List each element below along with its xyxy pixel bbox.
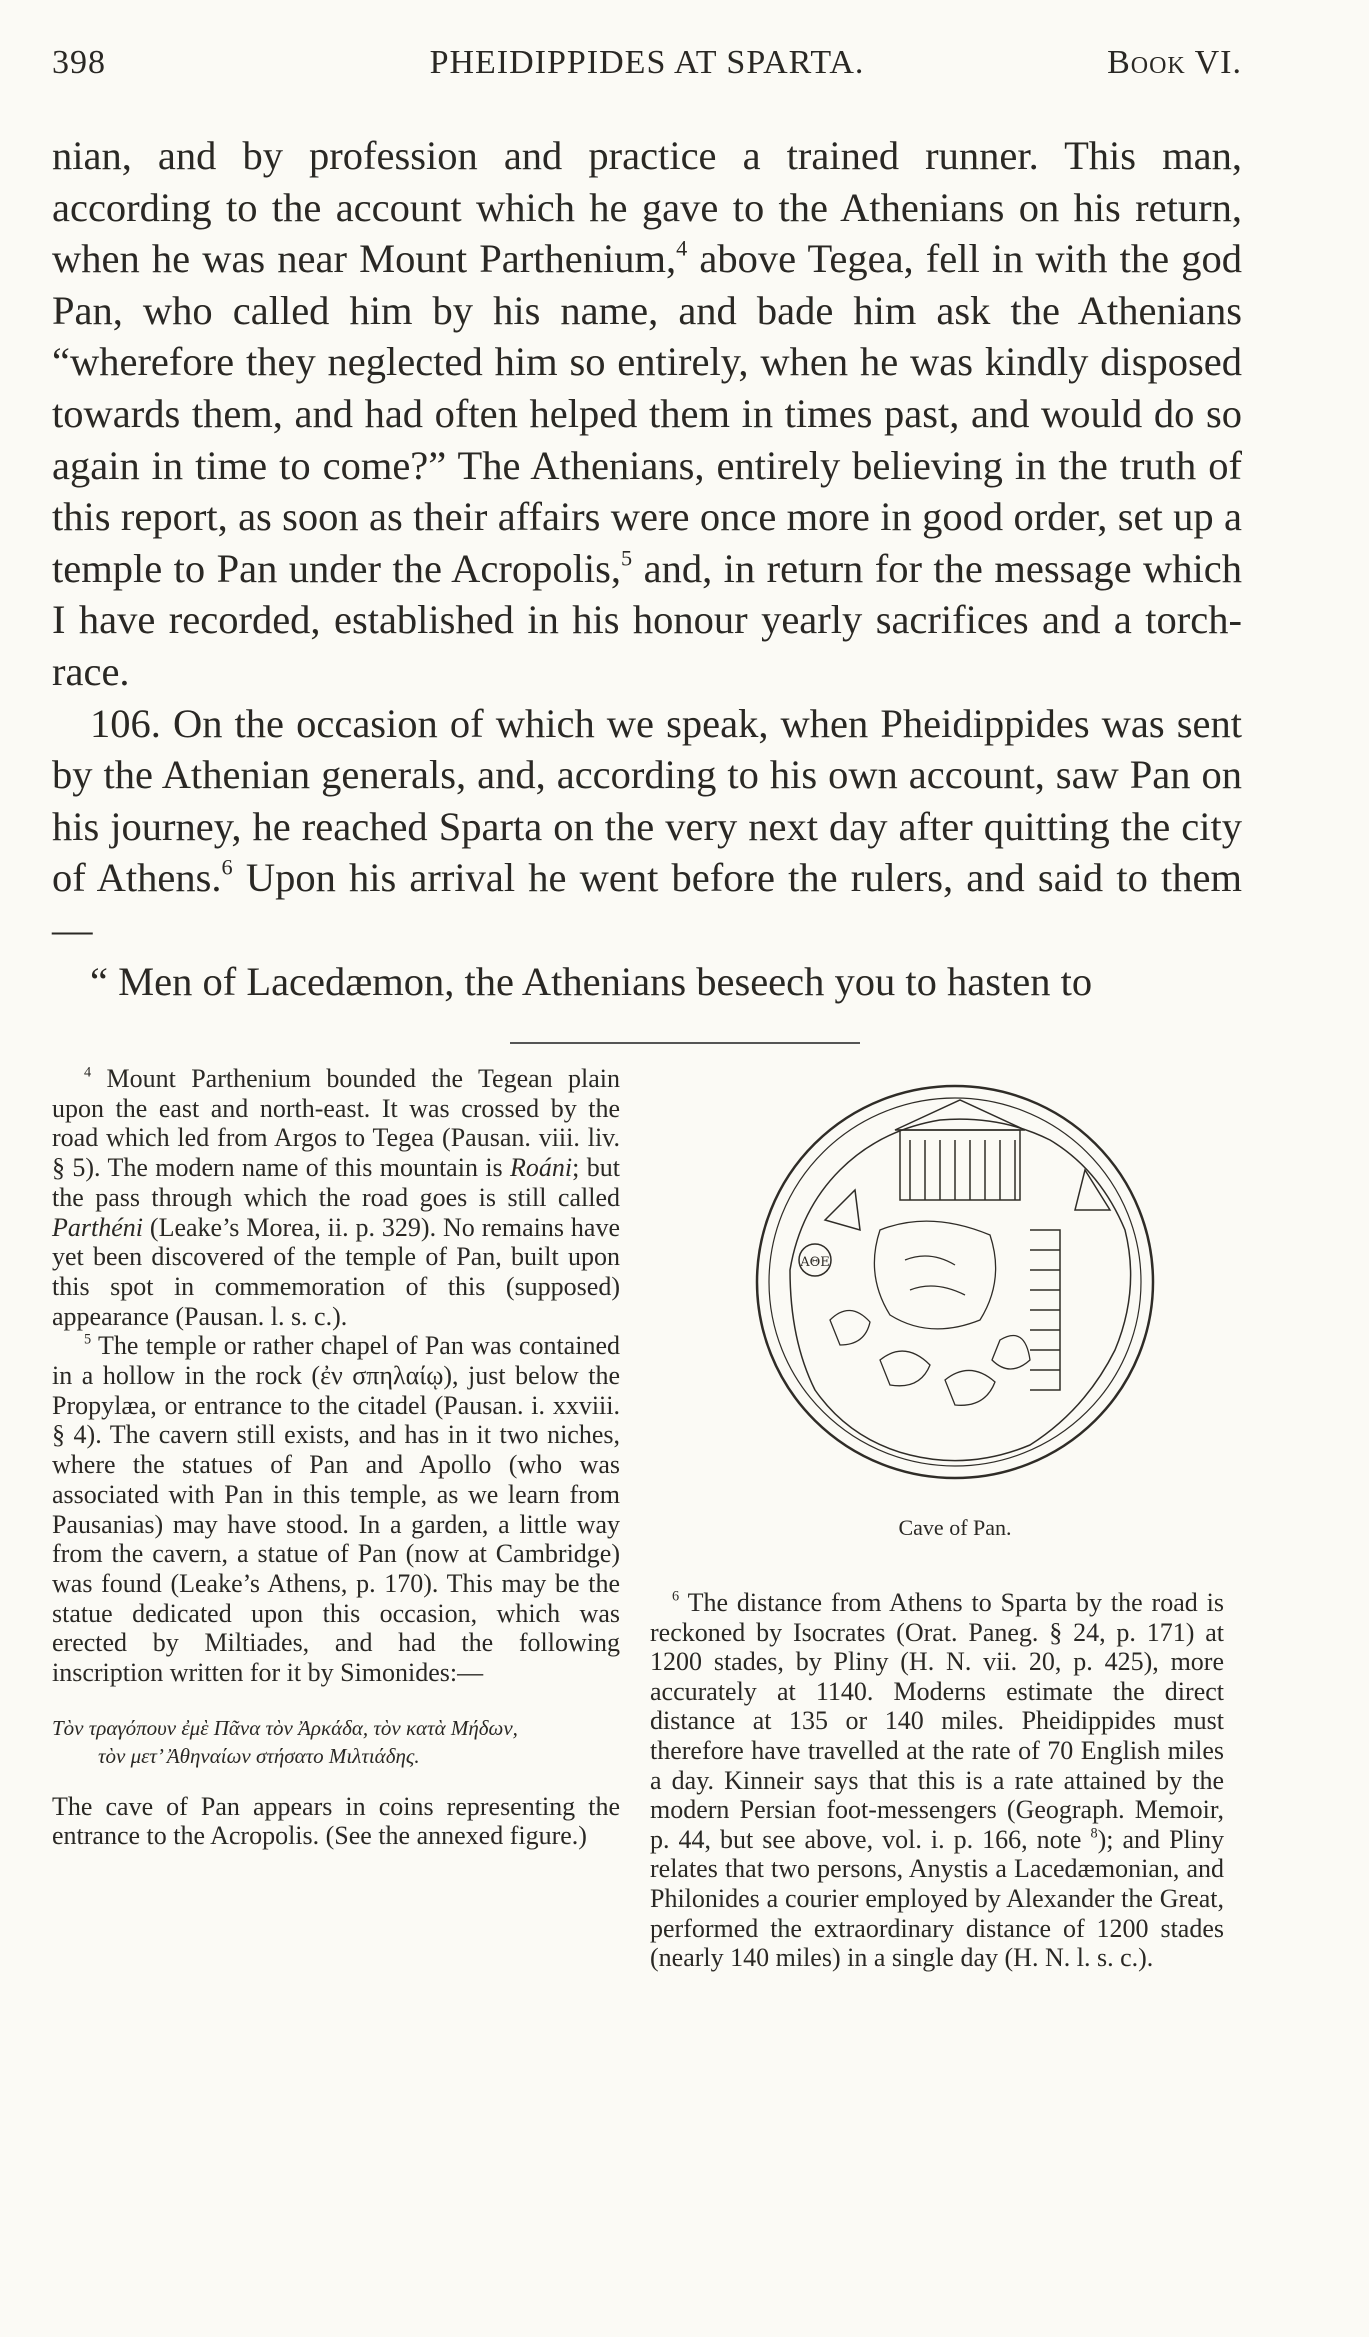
footnote-6: $^6$ The distance from Athens to Sparta by the road is reckoned by Isocrates (Orat. Paneg. § 24, p. 171) at 1200 stades, by Pliny (H. N. vii. 20, p. 425), more accurately at 1140. Moderns estimate the direct distance at 135 or 140 miles. Pheidippides must therefore have travelled at the rate of 70 English miles a day. Kinneir says that this is a rate attained by the modern Persian foot-messengers (Geograph. Memoir, p. 44, but see above, vol. i. p. 166, note $^8$); and Pliny relates that two persons, Anystis a Lacedæmonian, and Philonides a courier employed by Alexander the Great, performed the extraordinary distance of 1200 stades (nearly 140 miles) in a single day (H. N. l. s. c.). xyxy=(650,1588,1224,1973)
greek-line-2: τὸν μετ’ Ἀθηναίων στήσατο Μιλτιάδης. xyxy=(98,1743,420,1768)
running-title: PHEIDIPPIDES AT SPARTA. xyxy=(429,44,865,81)
greek-inscription xyxy=(52,1714,620,1770)
cave-of-pan-coin-figure xyxy=(730,1060,1180,1510)
figure-caption: Cave of Pan. xyxy=(898,1515,1012,1540)
footnote-ref-5: 5 xyxy=(621,545,633,571)
footnotes-right-column xyxy=(650,1588,1224,1973)
footnote-ref-4: 4 xyxy=(676,235,688,261)
paragraph-speech: “ Men of Lacedæmon, the Athenians beseech you to hasten to xyxy=(90,958,1093,1004)
footnote-4: $^4$ Mount Parthenium bounded the Tegean plain upon the east and north-east. It was crossed by the road which led from Argos to Tegea (Pausan. viii. liv. § 5). The modern name of this mountain is Roáni; but the pass through which the road goes is still called Parthéni (Leake’s Morea, ii. p. 329). No remains have yet been discovered of the temple of Pan, built upon this spot in commemoration of this (supposed) appearance (Pausan. l. s. c.). xyxy=(52,1064,620,1331)
pan-cave-opening xyxy=(874,1221,995,1329)
footnote-ref-6: 6 xyxy=(221,854,233,880)
left-monument xyxy=(825,1190,860,1230)
page-header xyxy=(52,44,1242,94)
footnote-5: $^5$ The temple or rather chapel of Pan was contained in a hollow in the rock (ἐν σπηλαίῳ), just below the Propylæa, or entrance to the citadel (Pausan. i. xxviii. § 4). The cavern still exists, and has in it two niches, where the statues of Pan and Apollo (who was associated with Pan in this temple, as we learn from Pausanias) may have stood. In a garden, a little way from the cavern, a statue of Pan (now at Cambridge) was found (Leake’s Athens, p. 170). This may be the statue dedicated upon this occasion, which was erected by Miltiades, and had the following inscription written for it by Simonides:— xyxy=(52,1331,620,1688)
footnote-divider xyxy=(510,1042,860,1044)
footnote-5-continued: The cave of Pan appears in coins representing the entrance to the Acropolis. (See the annexed figure.) xyxy=(52,1791,620,1851)
coin-inscription: ΑΘΕ xyxy=(800,1255,830,1270)
paragraph-1: nian, and by profession and practice a trained runner. This man, according to the account which he gave to the Athenians on his return, when he was near Mount Parthenium,$^4$ above Tegea, fell in with the god Pan, who called him by his name, and bade him ask the Athenians “wherefore they neglected him so entirely, when he was kindly disposed towards them, and had often helped them in times past, and would do so again in time to come?” The Athenians, entirely believing in the truth of this report, as soon as their affairs were once more in good order, set up a temple to Pan under the Acropolis,$^5$ and, in return for the message which I have recorded, established in his honour yearly sacrifices and a torch-race. xyxy=(52,133,1242,694)
book-label: Book VI. xyxy=(1107,44,1242,81)
page-number: 398 xyxy=(52,44,106,81)
temple-building xyxy=(895,1100,1025,1200)
main-text xyxy=(52,130,1242,1007)
rocks xyxy=(830,1310,1030,1405)
greek-line-1: Τὸν τραγόπουν ἐμὲ Πᾶνα τὸν Ἀρκάδα, τὸν κατὰ Μήδων, xyxy=(52,1715,518,1740)
acropolis-rock xyxy=(790,1119,1131,1460)
footnotes-left-column xyxy=(52,1064,620,1851)
paragraph-106: 106. On the occasion of which we speak, when Pheidippides was sent by the Athenian generals, and, according to his own account, saw Pan on his journey, he reached Sparta on the very next day after quitting the city of Athens.$^6$ Upon his arrival he went before the rulers, and said to them— xyxy=(52,700,1242,952)
propylaea-steps xyxy=(1030,1230,1060,1390)
